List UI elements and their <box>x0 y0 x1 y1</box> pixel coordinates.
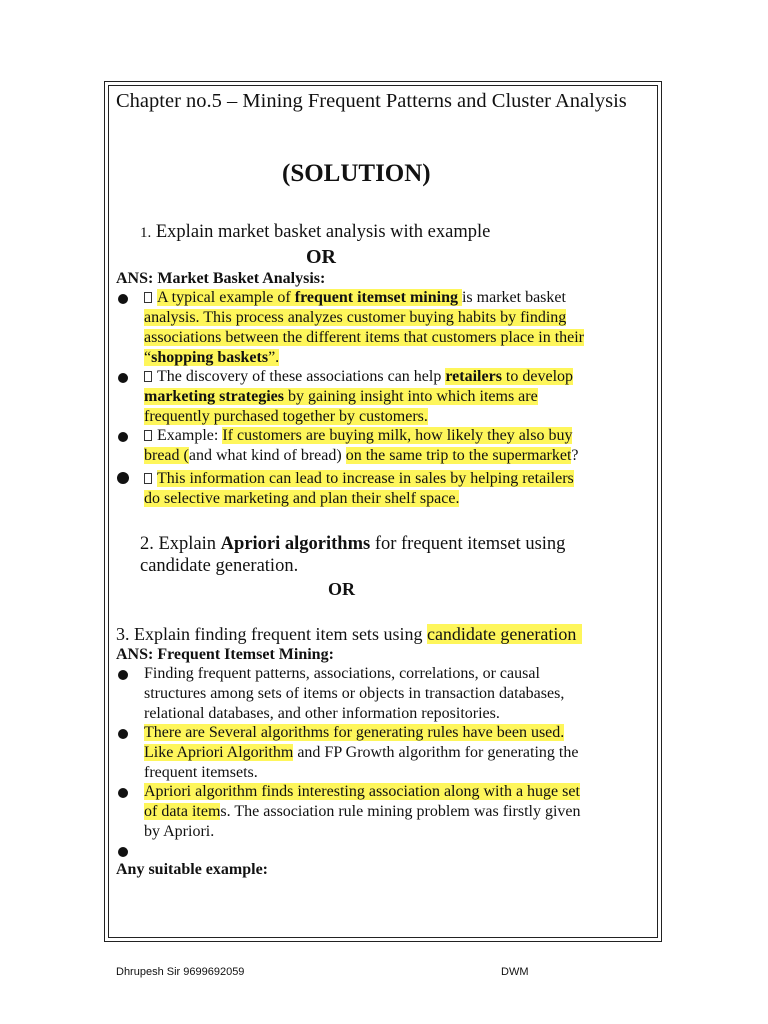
or-separator: OR <box>328 579 355 599</box>
question-text: Explain market basket analysis with example <box>155 222 491 242</box>
bullet-dot <box>117 472 129 484</box>
bullet-dot <box>118 373 128 383</box>
bullet-text: analysis. This process analyzes customer buying habits by finding <box>144 309 567 326</box>
question-2: 2. Explain Apriori algorithms for frequent itemset using <box>140 534 566 554</box>
question-3: 3. Explain finding frequent item sets using candidate generation <box>116 624 582 645</box>
bullet-text: Apriori algorithm finds interesting association along with a huge set <box>144 783 580 800</box>
chapter-title: Chapter no.5 – Mining Frequent Patterns and Cluster Analysis <box>116 90 627 112</box>
missing-glyph-icon <box>144 371 152 382</box>
bullet-dot <box>118 788 128 798</box>
bullet-dot <box>118 729 128 739</box>
bullet-text: “shopping baskets”. <box>144 349 280 366</box>
answer-label: ANS: Market Basket Analysis: <box>116 270 326 287</box>
bullet-text: The discovery of these associations can help retailers to develop <box>144 367 573 387</box>
bullet-dot <box>118 670 128 680</box>
bullet-dot <box>118 294 128 304</box>
bullet-dot <box>118 432 128 442</box>
bullet-dot <box>118 847 128 857</box>
bullet-text: associations between the different items that customers place in their <box>144 329 585 346</box>
bullet-text: frequent itemsets. <box>144 764 258 781</box>
bullet-text: A typical example of frequent itemset mining is market basket <box>144 288 566 308</box>
missing-glyph-icon <box>144 292 152 303</box>
bullet-text: marketing strategies by gaining insight into which items are <box>144 388 538 405</box>
footer-subject: DWM <box>501 966 529 978</box>
question-number: 1. <box>140 225 152 241</box>
bullet-text: bread (and what kind of bread) on the same trip to the supermarket? <box>144 447 579 464</box>
footer-author: Dhrupesh Sir 9699692059 <box>116 966 245 978</box>
answer-label: ANS: Frequent Itemset Mining: <box>116 646 334 663</box>
missing-glyph-icon <box>144 473 152 484</box>
question-2-continued: candidate generation. <box>140 556 299 576</box>
bullet-text: do selective marketing and plan their shelf space. <box>144 490 460 507</box>
solution-heading: (SOLUTION) <box>282 160 431 187</box>
bullet-text: Finding frequent patterns, associations, correlations, or causal <box>144 665 540 682</box>
bullet-text: frequently purchased together by customers. <box>144 408 428 425</box>
bullet-text: structures among sets of items or objects in transaction databases, <box>144 685 565 702</box>
or-separator: OR <box>306 246 336 268</box>
bullet-text: Like Apriori Algorithm and FP Growth algorithm for generating the <box>144 744 579 761</box>
bullet-text: This information can lead to increase in sales by helping retailers <box>144 469 574 489</box>
bullet-text: relational databases, and other information repositories. <box>144 705 500 722</box>
bullet-text: of data items. The association rule mining problem was firstly given <box>144 803 581 820</box>
example-label: Any suitable example: <box>116 861 268 878</box>
question-1 <box>140 222 490 243</box>
missing-glyph-icon <box>144 430 152 441</box>
bullet-text: by Apriori. <box>144 823 215 840</box>
bullet-text: There are Several algorithms for generating rules have been used. <box>144 724 565 741</box>
bullet-text: Example: If customers are buying milk, how likely they also buy <box>144 426 572 446</box>
